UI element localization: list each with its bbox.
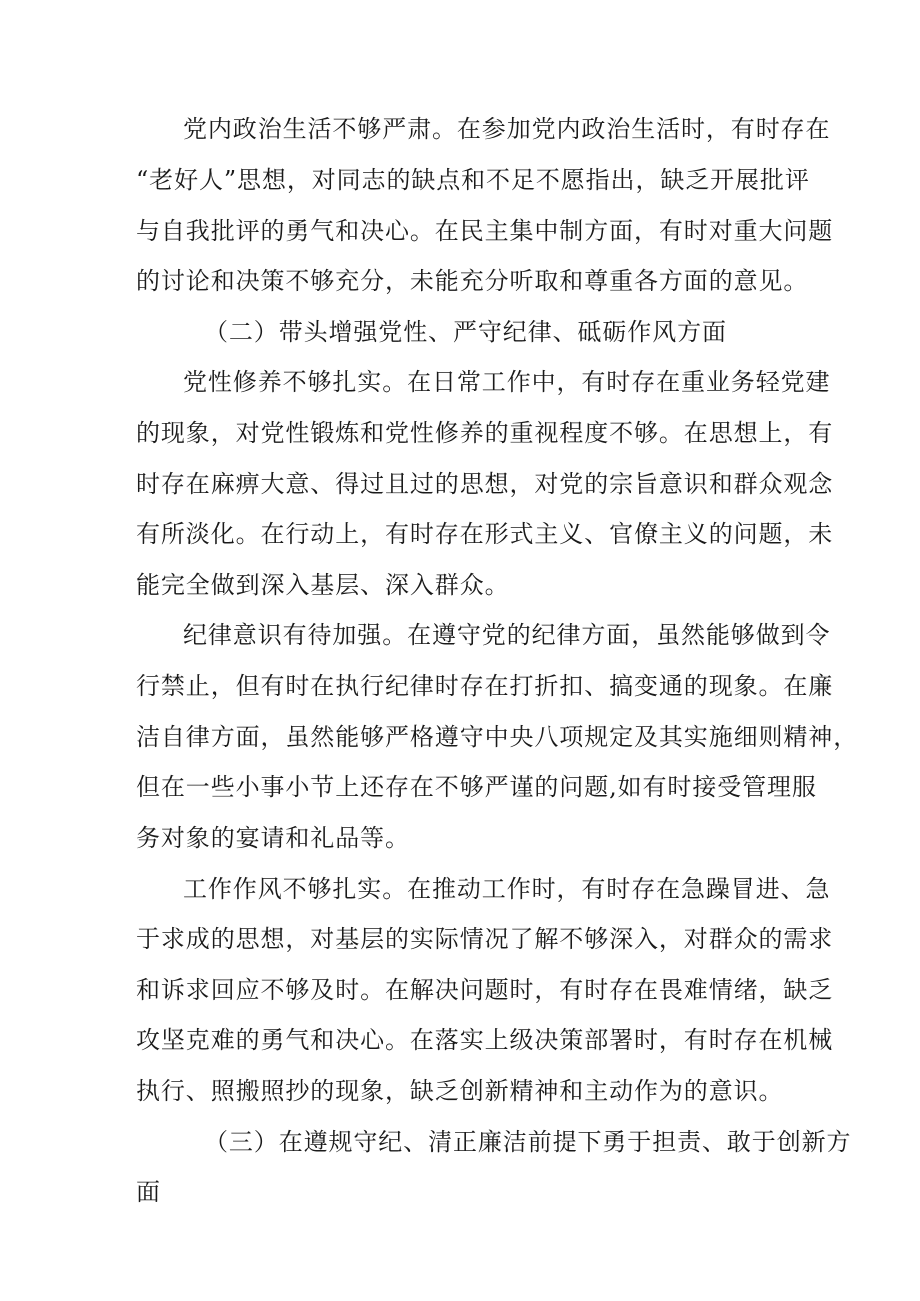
paragraph-1-line-1: 党内政治生活不够严肃。在参加党内政治生活时，有时存在	[183, 115, 831, 143]
paragraph-2-line-2: 的现象，对党性锻炼和党性修养的重视程度不够。在思想上，有	[136, 419, 834, 447]
paragraph-3-line-4: 但在一些小事小节上还存在不够严谨的问题,如有时接受管理服	[136, 773, 817, 801]
paragraph-2-line-1: 党性修养不够扎实。在日常工作中，有时存在重业务轻党建	[183, 368, 831, 396]
paragraph-2-line-3: 时存在麻痹大意、得过且过的思想，对党的宗旨意识和群众观念	[136, 470, 834, 498]
paragraph-4-line-4: 攻坚克难的勇气和决心。在落实上级决策部署时，有时存在机械	[136, 1026, 834, 1054]
paragraph-3-line-5: 务对象的宴请和礼品等。	[136, 824, 410, 852]
section-heading-3-line-2: 面	[136, 1178, 161, 1206]
section-heading-2: （二）带头增强党性、严守纪律、砥砺作风方面	[204, 318, 727, 346]
paragraph-1-line-2: “老好人”思想，对同志的缺点和不足不愿指出，缺乏开展批评	[136, 166, 810, 194]
paragraph-4-line-2: 于求成的思想，对基层的实际情况了解不够深入，对群众的需求	[136, 925, 834, 953]
paragraph-3-line-2: 行禁止，但有时在执行纪律时存在打折扣、搞变通的现象。在廉	[136, 672, 834, 700]
paragraph-3-line-3: 洁自律方面，虽然能够严格遵守中央八项规定及其实施细则精神，	[136, 723, 859, 751]
paragraph-4-line-5: 执行、照搬照抄的现象，缺乏创新精神和主动作为的意识。	[136, 1077, 784, 1105]
paragraph-1-line-4: 的讨论和决策不够充分，未能充分听取和尊重各方面的意见。	[136, 267, 809, 295]
paragraph-4-line-3: 和诉求回应不够及时。在解决问题时，有时存在畏难情绪，缺乏	[136, 976, 834, 1004]
paragraph-3-line-1: 纪律意识有待加强。在遵守党的纪律方面，虽然能够做到令	[183, 621, 831, 649]
paragraph-4-line-1: 工作作风不够扎实。在推动工作时，有时存在急躁冒进、急	[183, 875, 831, 903]
section-heading-3-line-1: （三）在遵规守纪、清正廉洁前提下勇于担责、敢于创新方	[204, 1128, 852, 1156]
paragraph-2-line-4: 有所淡化。在行动上，有时存在形式主义、官僚主义的问题，未	[136, 520, 834, 548]
paragraph-2-line-5: 能完全做到深入基层、深入群众。	[136, 571, 510, 599]
paragraph-1-line-3: 与自我批评的勇气和决心。在民主集中制方面，有时对重大问题	[136, 217, 834, 245]
